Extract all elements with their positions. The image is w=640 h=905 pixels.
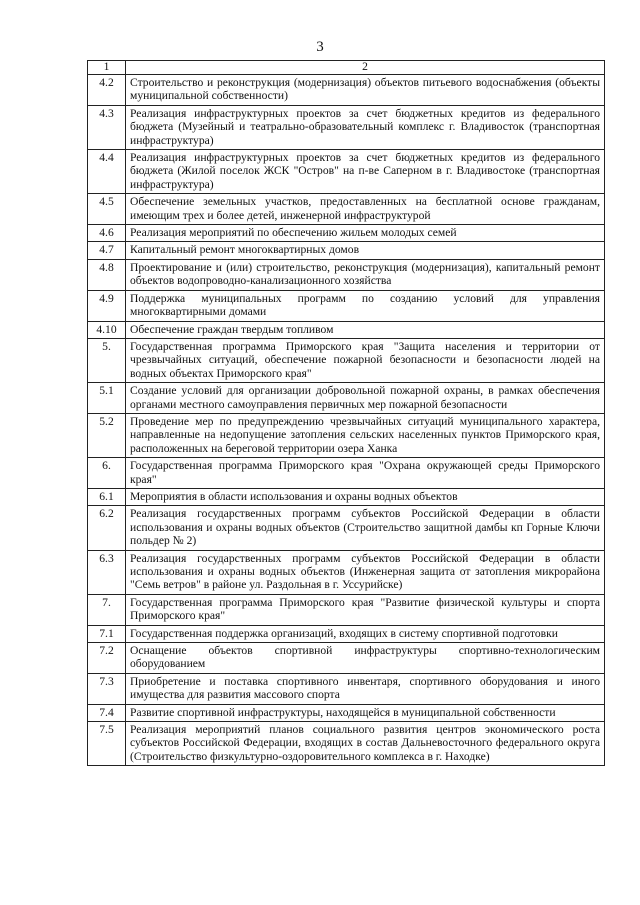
row-number: 7.3 [88,673,126,704]
row-text: Государственная поддержка организаций, входящих в систему спортивной подготовки [126,625,605,642]
row-text: Реализация инфраструктурных проектов за счет бюджетных кредитов из федерального бюджета (Музейный и театрально-образовательный комплекс г. Владивосток (транспортная инфраструктура) [126,105,605,149]
row-text: Строительство и реконструкция (модернизация) объектов питьевого водоснабжения (объекты муниципальной собственности) [126,75,605,106]
table-row [88,383,605,414]
row-number: 4.4 [88,150,126,194]
page-number: 3 [316,39,324,55]
table-row [88,413,605,457]
row-text: Обеспечение граждан твердым топливом [126,321,605,338]
row-text: Государственная программа Приморского края "Защита населения и территории от чрезвычайных ситуаций, обеспечение пожарной безопасности и безопасности людей на водных объектах Приморского края" [126,338,605,382]
row-text: Реализация инфраструктурных проектов за счет бюджетных кредитов из федерального бюджета (Жилой поселок ЖСК "Остров" на п-ве Саперном в г. Владивостоке (транспортная инфраструктура) [126,150,605,194]
row-number: 6.3 [88,550,126,594]
table-header-row [88,61,605,75]
row-text: Поддержка муниципальных программ по созданию условий для управления многоквартирными домами [126,290,605,321]
row-number: 7.1 [88,625,126,642]
table-row [88,506,605,550]
row-number: 4.8 [88,259,126,290]
row-number: 7.4 [88,704,126,721]
row-text: Приобретение и поставка спортивного инвентаря, спортивного оборудования и иного имущества для развития массового спорта [126,673,605,704]
table-row [88,259,605,290]
row-text: Развитие спортивной инфраструктуры, находящейся в муниципальной собственности [126,704,605,721]
table-row [88,242,605,259]
row-text: Создание условий для организации добровольной пожарной охраны, в рамках обеспечения органами местного самоуправления первичных мер пожарной безопасности [126,383,605,414]
row-number: 6.1 [88,488,126,505]
table-row [88,625,605,642]
row-text: Реализация мероприятий планов социального развития центров экономического роста субъектов Российской Федерации, входящих в состав Дальневосточного федерального округа (Строительство физкультурно-оздоровительного комплекса в г. Находке) [126,722,605,766]
row-number: 4.10 [88,321,126,338]
table-row [88,105,605,149]
header-col-2: 2 [126,61,605,75]
table-row [88,194,605,225]
table-row [88,594,605,625]
table-body [88,61,605,766]
row-number: 5.2 [88,413,126,457]
table-row [88,550,605,594]
row-number: 4.7 [88,242,126,259]
row-number: 5.1 [88,383,126,414]
row-number: 7.2 [88,643,126,674]
table-row [88,338,605,382]
row-text: Реализация мероприятий по обеспечению жильем молодых семей [126,225,605,242]
table-row [88,290,605,321]
table-row [88,75,605,106]
table-row [88,643,605,674]
row-text: Реализация государственных программ субъектов Российской Федерации в области использования и охраны водных объектов (Строительство защитной дамбы кп Горные Ключи польдер № 2) [126,506,605,550]
row-number: 7.5 [88,722,126,766]
table-row [88,458,605,489]
table-row [88,321,605,338]
row-number: 4.2 [88,75,126,106]
row-number: 7. [88,594,126,625]
header-col-1: 1 [88,61,126,75]
row-number: 5. [88,338,126,382]
row-number: 4.3 [88,105,126,149]
row-text: Проектирование и (или) строительство, реконструкция (модернизация), капитальный ремонт объектов водопроводно-канализационного хозяйства [126,259,605,290]
row-number: 4.9 [88,290,126,321]
row-text: Реализация государственных программ субъектов Российской Федерации в области использования и охраны водных объектов (Инженерная защита от затопления микрорайона "Семь ветров" в районе ул. Раздольная в г. Уссурийске) [126,550,605,594]
row-number: 6.2 [88,506,126,550]
row-text: Государственная программа Приморского края "Охрана окружающей среды Приморского края" [126,458,605,489]
row-text: Мероприятия в области использования и охраны водных объектов [126,488,605,505]
row-number: 4.5 [88,194,126,225]
row-number: 4.6 [88,225,126,242]
row-text: Капитальный ремонт многоквартирных домов [126,242,605,259]
table-row [88,722,605,766]
program-table [87,60,605,766]
row-text: Государственная программа Приморского края "Развитие физической культуры и спорта Приморского края" [126,594,605,625]
table-row [88,225,605,242]
table-row [88,673,605,704]
row-text: Оснащение объектов спортивной инфраструктуры спортивно-технологическим оборудованием [126,643,605,674]
table-row [88,150,605,194]
table-row [88,704,605,721]
row-text: Обеспечение земельных участков, предоставленных на бесплатной основе гражданам, имеющим трех и более детей, инженерной инфраструктурой [126,194,605,225]
row-text: Проведение мер по предупреждению чрезвычайных ситуаций муниципального характера, направленные на недопущение затопления сельских населенных пунктов Приморского края, расположенных на береговой территории озера Ханка [126,413,605,457]
row-number: 6. [88,458,126,489]
table-row [88,488,605,505]
